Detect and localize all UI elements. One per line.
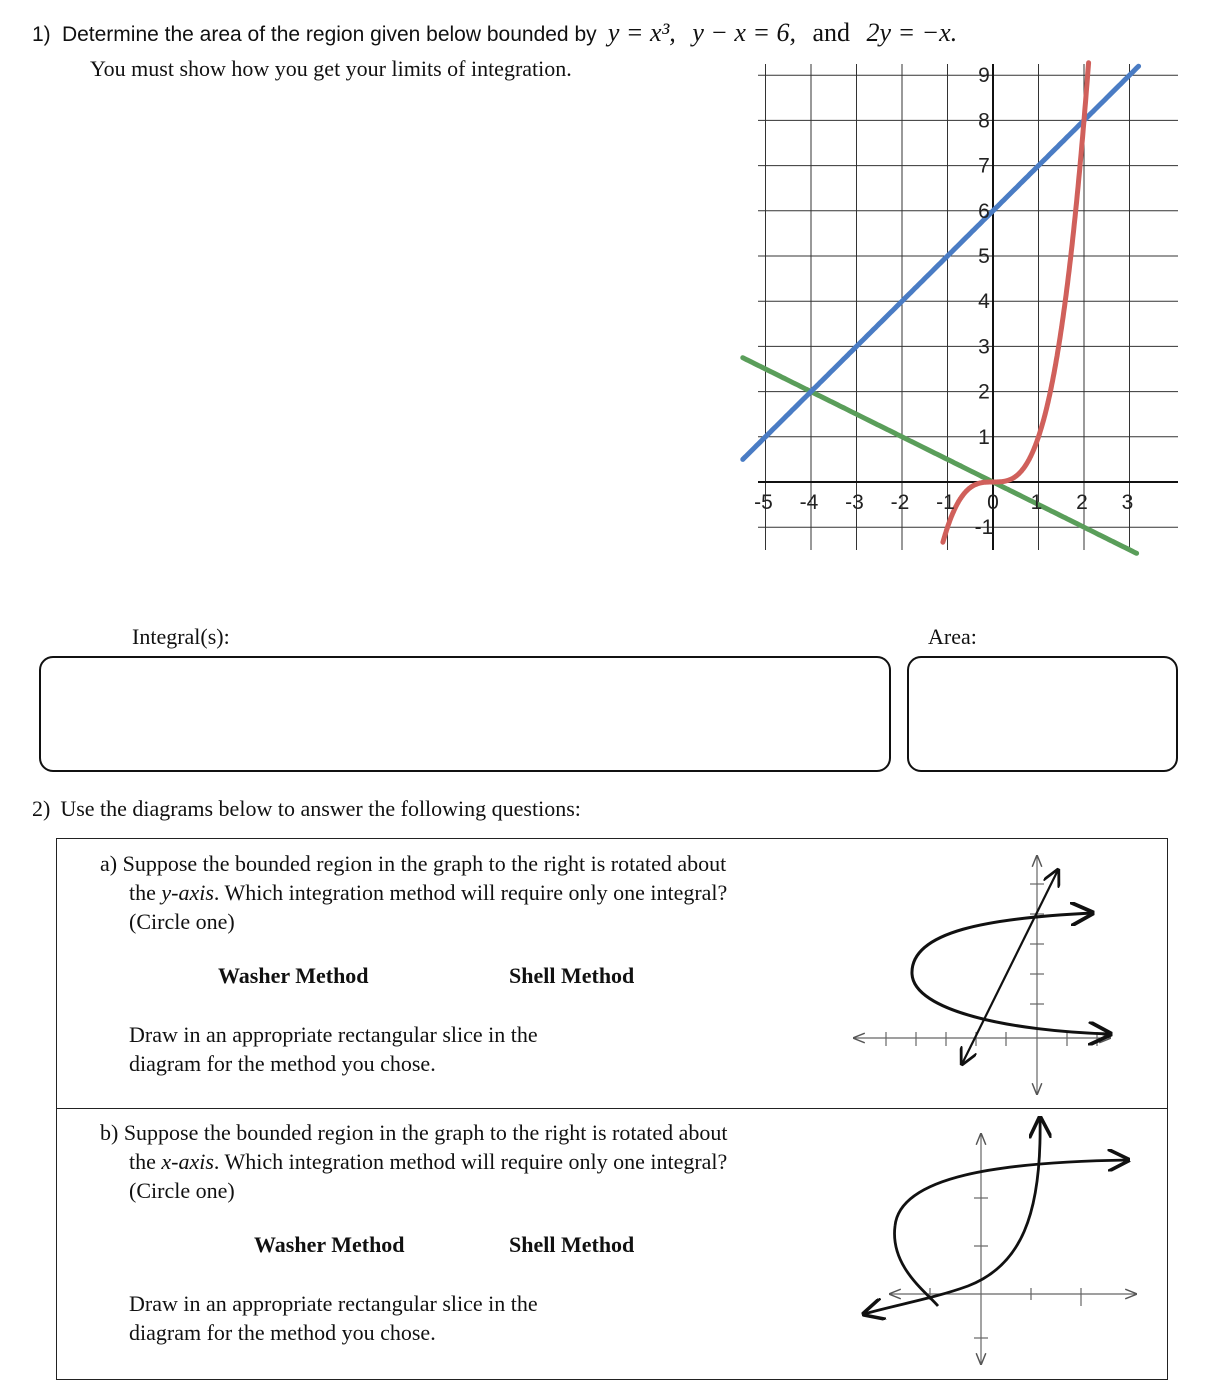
part-a-line1: a) Suppose the bounded region in the graph to the right is rotated about	[100, 851, 727, 876]
y-tick-label: 4	[978, 290, 990, 314]
equation-half-line: 2y = −x.	[866, 18, 958, 47]
x-tick-label: 2	[1076, 491, 1088, 514]
problem2-heading	[32, 796, 581, 822]
integral-label: Integral(s):	[132, 624, 230, 649]
part-b-curve-lower	[864, 1118, 1040, 1314]
part-a-line2-post: . Which integration method will require only one integral?	[213, 880, 728, 905]
part-a-curve	[912, 913, 1110, 1034]
part-a-line	[962, 870, 1058, 1064]
part-b-line1: b) Suppose the bounded region in the graph to the right is rotated about	[100, 1120, 728, 1145]
part-a-draw-instruction	[129, 1020, 538, 1078]
y-tick-label: 3	[978, 335, 990, 359]
area-label: Area:	[928, 624, 977, 649]
y-tick-label: 2	[978, 380, 990, 404]
equation-cubic: y = x³,	[607, 18, 676, 47]
y-tick-label: 5	[978, 245, 990, 268]
part-a-shell-option[interactable]: Shell Method	[509, 963, 635, 988]
y-tick-label: 9	[978, 64, 990, 88]
part-a-question	[100, 849, 860, 936]
part-b-curve-upper	[895, 1160, 1128, 1306]
problem1-number: 1)	[32, 23, 51, 46]
part-b-draw-instruction	[129, 1289, 538, 1347]
problem2-number: 2)	[32, 796, 51, 821]
equation-line: y − x = 6,	[692, 18, 796, 47]
curve-neg-half-x	[743, 358, 1137, 554]
graph1-curves	[743, 63, 1139, 554]
part-b-diagram[interactable]	[840, 1116, 1150, 1366]
problem1-heading	[32, 18, 967, 48]
problem2-intro: Use the diagrams below to answer the following questions:	[60, 796, 581, 821]
part-a-draw-line2: diagram for the method you chose.	[129, 1051, 436, 1076]
y-tick-label: -1	[974, 516, 994, 540]
problem1-instruction: You must show how you get your limits of integration.	[90, 56, 572, 81]
part-a-draw-line1: Draw in an appropriate rectangular slice in the	[129, 1022, 538, 1047]
y-tick-label: 6	[978, 199, 990, 223]
y-tick-label: 1	[978, 425, 990, 449]
part-b-line3: (Circle one)	[129, 1178, 235, 1203]
graph1	[740, 58, 1190, 558]
part-a-diagram[interactable]	[840, 846, 1140, 1101]
part-a-line3: (Circle one)	[129, 909, 235, 934]
part-b-axis: x-axis	[161, 1149, 214, 1174]
part-a-washer-option[interactable]: Washer Method	[218, 963, 369, 988]
part-b-line2-post: . Which integration method will require only one integral?	[213, 1149, 728, 1174]
curve-x-plus-6	[743, 66, 1139, 459]
part-b-shell-option[interactable]: Shell Method	[509, 1232, 635, 1257]
problem1-equations	[608, 18, 967, 47]
part-a-axis: y-axis	[161, 880, 214, 905]
part-b-ticks	[930, 1198, 1081, 1338]
x-tick-label: 3	[1121, 491, 1134, 514]
integral-answer-box[interactable]	[39, 656, 891, 772]
x-tick-label: -5	[754, 491, 773, 514]
part-b-draw-line2: diagram for the method you chose.	[129, 1320, 436, 1345]
part-a-line2	[100, 878, 860, 907]
part-b-draw-line1: Draw in an appropriate rectangular slice in the	[129, 1291, 538, 1316]
area-answer-box[interactable]	[907, 656, 1178, 772]
x-tick-label: 1	[1030, 491, 1043, 514]
y-tick-label: 8	[978, 109, 990, 133]
x-tick-label: -2	[890, 491, 910, 514]
x-tick-label: -1	[936, 491, 955, 514]
x-tick-label: -3	[845, 491, 864, 514]
part-b-line2-pre: the	[129, 1149, 162, 1174]
graph1-grid	[758, 64, 1178, 550]
x-tick-label: 0	[987, 491, 999, 514]
x-tick-label: -4	[799, 491, 819, 514]
and-word: and	[812, 18, 851, 47]
part-a-line2-pre: the	[129, 880, 162, 905]
part-b-question	[100, 1118, 860, 1205]
part-b-washer-option[interactable]: Washer Method	[254, 1232, 405, 1257]
problem1-prompt: Determine the area of the region given below bounded by	[61, 23, 597, 46]
part-b-line2	[100, 1147, 860, 1176]
y-tick-label: 7	[978, 154, 990, 178]
